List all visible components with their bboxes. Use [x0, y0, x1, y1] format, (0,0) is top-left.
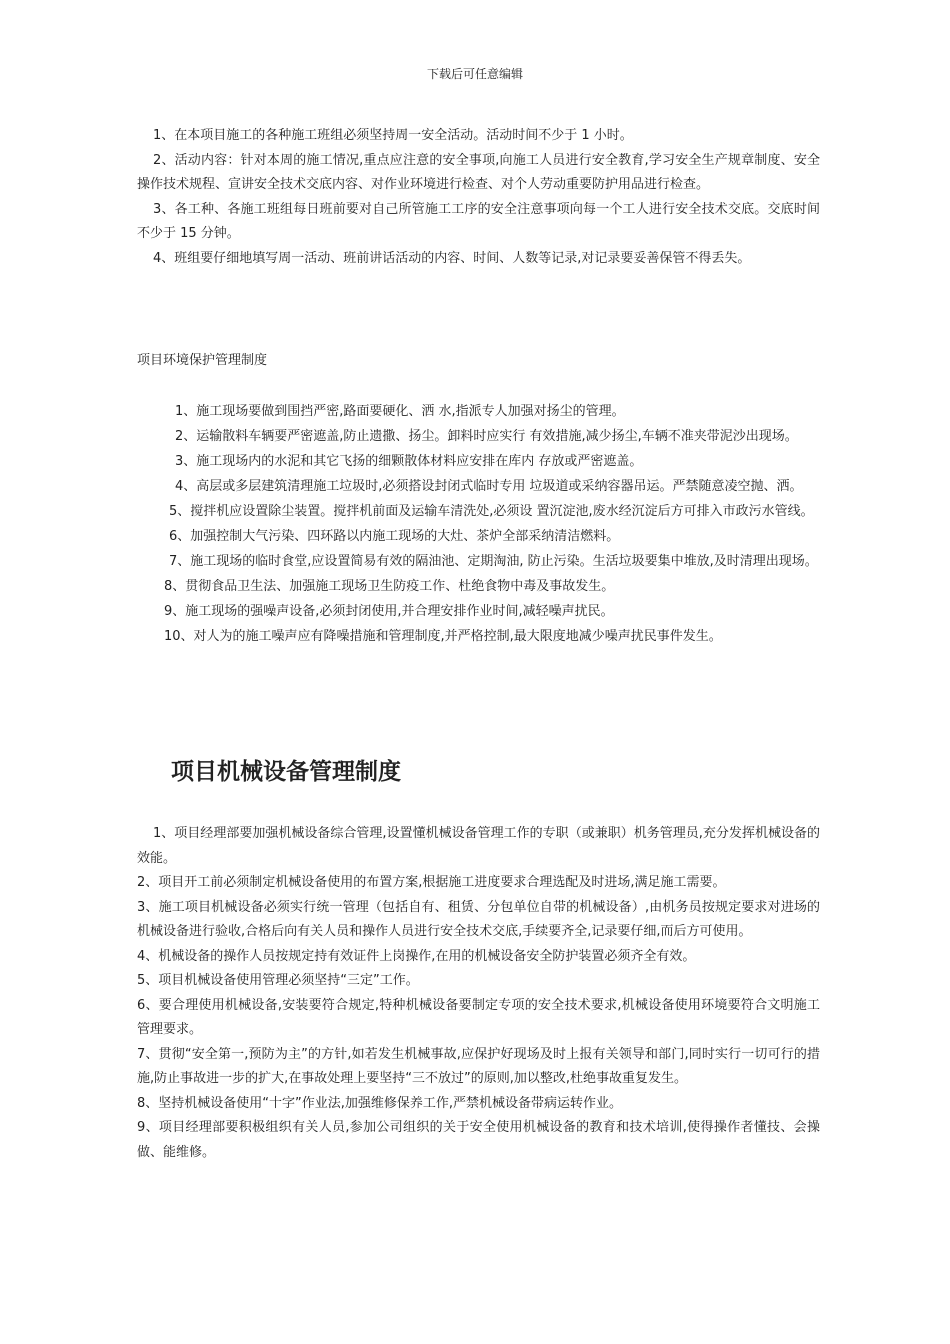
- paragraph: 1、项目经理部要加强机械设备综合管理,设置懂机械设备管理工作的专职（或兼职）机务管理员,充分发挥机械设备的效能。: [137, 826, 820, 866]
- paragraph: 1、在本项目施工的各种施工班组必须坚持周一安全活动。活动时间不少于 1 小时。: [153, 128, 633, 143]
- paragraph: 9、项目经理部要积极组织有关人员,参加公司组织的关于安全使用机械设备的教育和技术培训,使得操作者懂技、会操做、能维修。: [137, 1120, 820, 1160]
- paragraph: 8、坚持机械设备使用“十字”作业法,加强维修保养工作,严禁机械设备带病运转作业。: [137, 1095, 623, 1111]
- paragraph: 6、要合理使用机械设备,安装要符合规定,特种机械设备要制定专项的安全技术要求,机械设备使用环境要符合文明施工管理要求。: [137, 997, 820, 1037]
- environment-section: [137, 399, 820, 649]
- paragraph: 6、加强控制大气污染、四环路以内施工现场的大灶、茶炉全部采纳清洁燃料。: [169, 529, 620, 544]
- paragraph: 4、高层或多层建筑清理施工垃圾时,必须搭设封闭式临时专用 垃圾道或采纳容器吊运。严禁随意凌空抛、洒。: [175, 479, 803, 494]
- safety-activity-section: [137, 124, 820, 271]
- paragraph: 5、项目机械设备使用管理必须坚持“三定”工作。: [137, 973, 419, 988]
- paragraph: 2、运输散料车辆要严密遮盖,防止遗撒、扬尘。卸料时应实行 有效措施,减少扬尘,车辆不准夹带泥沙出现场。: [175, 429, 798, 444]
- paragraph: 2、活动内容：针对本周的施工情况,重点应注意的安全事项,向施工人员进行安全教育,学习安全生产规章制度、安全操作技术规程、宣讲安全技术交底内容、对作业环境进行检查、对个人劳动重要防护用品进行检查。: [137, 152, 820, 192]
- paragraph: 8、贯彻食品卫生法、加强施工现场卫生防疫工作、杜绝食物中毒及事故发生。: [164, 579, 615, 594]
- paragraph: 3、施工项目机械设备必须实行统一管理（包括自有、租赁、分包单位自带的机械设备）,由机务员按规定要求对进场的机械设备进行验收,合格后向有关人员和操作人员进行安全技术交底,手续要齐全,记录要仔细,而后方可使用。: [137, 899, 820, 939]
- page-header: 下载后可任意编辑: [426, 67, 523, 81]
- paragraph: 7、施工现场的临时食堂,应设置简易有效的隔油池、定期淘油, 防止污染。生活垃圾要集中堆放,及时清理出现场。: [169, 554, 818, 569]
- machinery-section-title: 项目机械设备管理制度: [171, 759, 401, 785]
- paragraph: 1、施工现场要做到围挡严密,路面要硬化、洒 水,指派专人加强对扬尘的管理。: [175, 404, 625, 419]
- paragraph: 3、施工现场内的水泥和其它飞扬的细颗散体材料应安排在库内 存放或严密遮盖。: [175, 454, 643, 469]
- paragraph: 2、项目开工前必须制定机械设备使用的布置方案,根据施工进度要求合理选配及时进场,满足施工需要。: [137, 875, 726, 890]
- environment-section-title: 项目环境保护管理制度: [137, 353, 268, 368]
- machinery-section: [137, 822, 820, 1165]
- paragraph: 9、施工现场的强噪声设备,必须封闭使用,并合理安排作业时间,减轻噪声扰民。: [164, 604, 614, 619]
- paragraph: 4、班组要仔细地填写周一活动、班前讲话活动的内容、时间、人数等记录,对记录要妥善保管不得丢失。: [153, 250, 751, 266]
- paragraph: 5、搅拌机应设置除尘装置。搅拌机前面及运输车清洗处,必须设 置沉淀池,废水经沉淀后方可排入市政污水管线。: [169, 504, 814, 519]
- paragraph: 10、对人为的施工噪声应有降噪措施和管理制度,并严格控制,最大限度地减少噪声扰民事件发生。: [164, 629, 722, 644]
- paragraph: 7、贯彻“安全第一,预防为主”的方针,如若发生机械事故,应保护好现场及时上报有关领导和部门,同时实行一切可行的措施,防止事故进一步的扩大,在事故处理上要坚持“三不放过”的原则,加以整改,杜绝事故重复发生。: [137, 1046, 820, 1086]
- paragraph: 3、各工种、各施工班组每日班前要对自己所管施工工序的安全注意事项向每一个工人进行安全技术交底。交底时间不少于 15 分钟。: [137, 201, 820, 241]
- paragraph: 4、机械设备的操作人员按规定持有效证件上岗操作,在用的机械设备安全防护装置必须齐全有效。: [137, 948, 696, 964]
